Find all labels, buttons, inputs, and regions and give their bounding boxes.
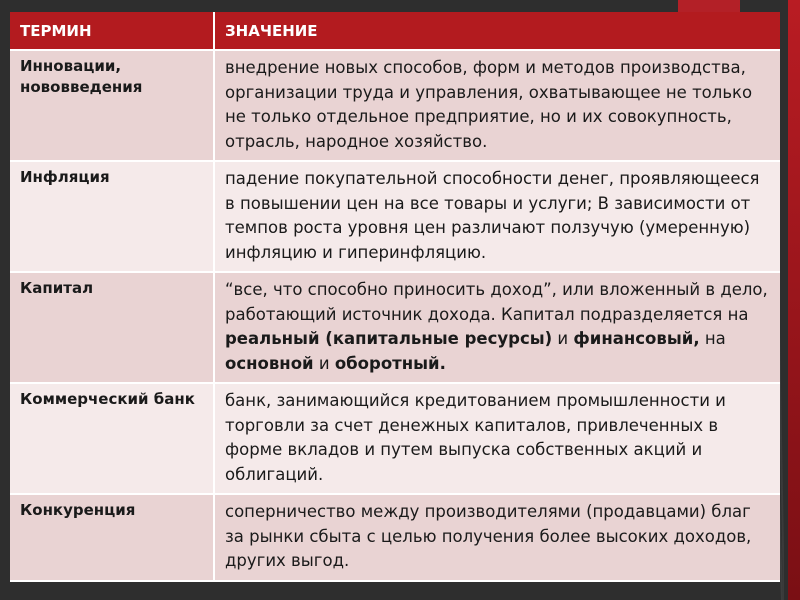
- meaning-text: “все, что способно приносить доход”, или вложенный в дело, работающий источник дохода. Капитал подразделяется на: [225, 280, 768, 324]
- meaning-cell: соперничество между производителями (продавцами) благ за рынки сбыта с целью получения более высоких доходов, других выгод.: [214, 494, 780, 581]
- table-header-row: [10, 12, 780, 50]
- meaning-bold-real: реальный (капитальные ресурсы): [225, 329, 553, 348]
- table-row: [10, 272, 780, 383]
- table-row: [10, 494, 780, 581]
- meaning-text: и: [313, 353, 335, 373]
- accent-bar: [788, 0, 800, 600]
- table-row: [10, 50, 780, 161]
- meaning-cell: падение покупательной способности денег, проявляющееся в повышении цен на все товары и услуги; В зависимости от темпов роста уровня цен различают ползучую (умеренную) инфляцию и гиперинфляцию.: [214, 161, 780, 272]
- terms-table: [10, 12, 780, 582]
- term-cell: Конкуренция: [10, 494, 214, 581]
- meaning-cell: [214, 272, 780, 383]
- meaning-bold-working: оборотный.: [334, 353, 446, 373]
- meaning-cell: внедрение новых способов, форм и методов производства, организации труда и управления, охватывающее не только не только отдельное предприятие, но и их совокупность, отрасль, народное хозяйство.: [214, 50, 780, 161]
- header-term: ТЕРМИН: [10, 12, 214, 50]
- meaning-text: на: [699, 329, 726, 348]
- term-cell: Инновации, нововведения: [10, 50, 214, 161]
- term-cell: Капитал: [10, 272, 214, 383]
- term-cell: Коммерческий банк: [10, 383, 214, 494]
- header-meaning: ЗНАЧЕНИЕ: [214, 12, 780, 50]
- meaning-bold-financial: финансовый,: [573, 329, 700, 348]
- meaning-cell: банк, занимающийся кредитованием промышленности и торговли за счет денежных капиталов, привлеченных в форме вкладов и путем выпуска собственных акций и облигаций.: [214, 383, 780, 494]
- term-cell: Инфляция: [10, 161, 214, 272]
- meaning-bold-fixed: основной: [225, 353, 314, 373]
- table-row: [10, 383, 780, 494]
- table-row: [10, 161, 780, 272]
- meaning-text: и: [552, 329, 574, 348]
